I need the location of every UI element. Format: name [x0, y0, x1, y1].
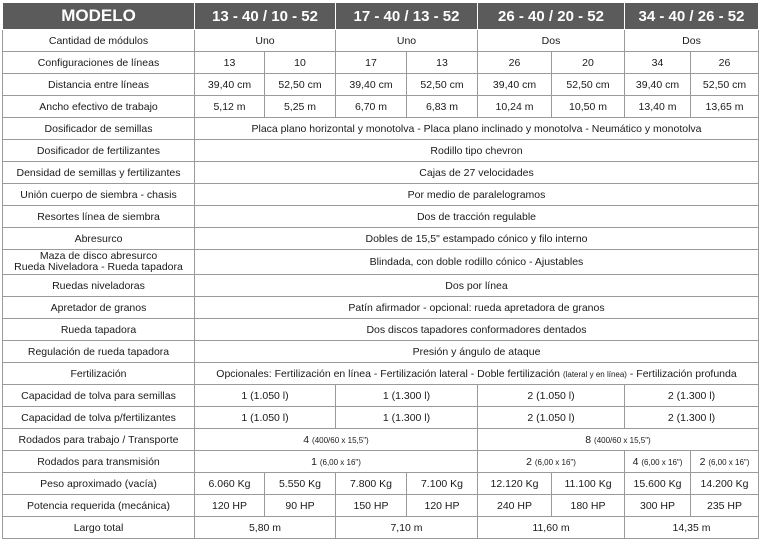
row-rodados-trabajo: [3, 429, 759, 451]
row-label: Fertilización: [3, 363, 195, 385]
cell: 12.120 Kg: [478, 473, 552, 495]
row-label: Largo total: [3, 517, 195, 539]
row-densidad: [3, 162, 759, 184]
cell: 10: [265, 52, 336, 74]
cell: 39,40 cm: [195, 74, 265, 96]
cell: 52,50 cm: [552, 74, 625, 96]
cell: [478, 429, 759, 451]
text: 2: [699, 455, 706, 468]
cell: 52,50 cm: [691, 74, 759, 96]
text-small: (lateral y en línea): [562, 369, 627, 379]
row-label: [3, 250, 195, 275]
model-3-header: 26 - 40 / 20 - 52: [478, 3, 625, 30]
row-label: Ruedas niveladoras: [3, 275, 195, 297]
cell: 7,10 m: [336, 517, 478, 539]
text: 1: [311, 455, 317, 468]
cell: 20: [552, 52, 625, 74]
row-tolva-semillas: [3, 385, 759, 407]
cell: [195, 363, 759, 385]
cell: 2 (1.050 l): [478, 385, 625, 407]
text-small: (6,00 x 16"): [641, 457, 683, 467]
row-largo: [3, 517, 759, 539]
cell: 240 HP: [478, 495, 552, 517]
row-union: [3, 184, 759, 206]
row-ancho: [3, 96, 759, 118]
model-4-header: 34 - 40 / 26 - 52: [625, 3, 759, 30]
row-label: Resortes línea de siembra: [3, 206, 195, 228]
row-configuraciones: [3, 52, 759, 74]
cell: 5.550 Kg: [265, 473, 336, 495]
row-dosificador-fertilizantes: [3, 140, 759, 162]
cell: 1 (1.300 l): [336, 407, 478, 429]
row-label: Densidad de semillas y fertilizantes: [3, 162, 195, 184]
cell: [195, 429, 478, 451]
cell: 6.060 Kg: [195, 473, 265, 495]
row-label: Dosificador de semillas: [3, 118, 195, 140]
cell: 52,50 cm: [265, 74, 336, 96]
cell: 10,24 m: [478, 96, 552, 118]
cell: 10,50 m: [552, 96, 625, 118]
cell: 11.100 Kg: [552, 473, 625, 495]
cell: 14.200 Kg: [691, 473, 759, 495]
row-maza: [3, 250, 759, 275]
cell: 5,12 m: [195, 96, 265, 118]
cell: Cajas de 27 velocidades: [195, 162, 759, 184]
row-label: Capacidad de tolva p/fertilizantes: [3, 407, 195, 429]
cell: 2 (1.300 l): [625, 407, 759, 429]
row-apretador: [3, 297, 759, 319]
cell: [195, 451, 478, 473]
cell: Dobles de 15,5" estampado cónico y filo interno: [195, 228, 759, 250]
text: 8: [585, 433, 592, 446]
row-label-line-1: Maza de disco abresurco: [39, 250, 158, 262]
cell: Dos discos tapadores conformadores dentados: [195, 319, 759, 341]
cell: 150 HP: [336, 495, 407, 517]
text: 4: [303, 433, 310, 446]
cell: 52,50 cm: [407, 74, 478, 96]
cell: 26: [478, 52, 552, 74]
row-label: Regulación de rueda tapadora: [3, 341, 195, 363]
row-ruedas-niveladoras: [3, 275, 759, 297]
cell: 5,80 m: [195, 517, 336, 539]
cell: 39,40 cm: [336, 74, 407, 96]
cell: 39,40 cm: [625, 74, 691, 96]
row-resortes: [3, 206, 759, 228]
text-small: (6,00 x 16"): [708, 457, 750, 467]
cell: 13: [195, 52, 265, 74]
cell: Dos: [478, 30, 625, 52]
row-dosificador-semillas: [3, 118, 759, 140]
cell: 39,40 cm: [478, 74, 552, 96]
row-potencia: [3, 495, 759, 517]
row-label: Capacidad de tolva para semillas: [3, 385, 195, 407]
cell: 1 (1.300 l): [336, 385, 478, 407]
spec-table: [2, 2, 759, 539]
text: - Fertilización profunda: [629, 367, 737, 380]
cell: Uno: [195, 30, 336, 52]
cell: Blindada, con doble rodillo cónico - Ajustables: [195, 250, 759, 275]
cell: Dos: [625, 30, 759, 52]
row-label: Peso aproximado (vacía): [3, 473, 195, 495]
text-small: (400/60 x 15,5"): [594, 435, 651, 445]
cell: [625, 451, 691, 473]
cell: 2 (1.300 l): [625, 385, 759, 407]
cell: 2 (1.050 l): [478, 407, 625, 429]
cell: 15.600 Kg: [625, 473, 691, 495]
cell: Placa plano horizontal y monotolva - Placa plano inclinado y monotolva - Neumático y monotolva: [195, 118, 759, 140]
cell: [691, 451, 759, 473]
row-label: Potencia requerida (mecánica): [3, 495, 195, 517]
cell: 13: [407, 52, 478, 74]
cell: Dos de tracción regulable: [195, 206, 759, 228]
text: Opcionales: Fertilización en línea - Fertilización lateral - Doble fertilización: [216, 367, 561, 380]
row-abresurco: [3, 228, 759, 250]
cell: Uno: [336, 30, 478, 52]
cell: 235 HP: [691, 495, 759, 517]
row-rodados-transmision: [3, 451, 759, 473]
header-row: [3, 3, 759, 30]
row-label: Configuraciones de líneas: [3, 52, 195, 74]
row-label: Rodados para trabajo / Transporte: [3, 429, 195, 451]
cell: 180 HP: [552, 495, 625, 517]
row-rueda-tapadora: [3, 319, 759, 341]
cell: Rodillo tipo chevron: [195, 140, 759, 162]
text-small: (400/60 x 15,5"): [312, 435, 369, 445]
text-small: (6,00 x 16"): [319, 457, 361, 467]
row-label: Apretador de granos: [3, 297, 195, 319]
row-label: Unión cuerpo de siembra - chasis: [3, 184, 195, 206]
model-2-header: 17 - 40 / 13 - 52: [336, 3, 478, 30]
row-label: Distancia entre líneas: [3, 74, 195, 96]
row-modulos: [3, 30, 759, 52]
cell: 26: [691, 52, 759, 74]
row-regulacion: [3, 341, 759, 363]
row-label: Rueda tapadora: [3, 319, 195, 341]
cell: 1 (1.050 l): [195, 407, 336, 429]
cell: Por medio de paralelogramos: [195, 184, 759, 206]
cell: 6,70 m: [336, 96, 407, 118]
cell: 7.800 Kg: [336, 473, 407, 495]
text-small: (6,00 x 16"): [534, 457, 576, 467]
cell: 7.100 Kg: [407, 473, 478, 495]
cell: 1 (1.050 l): [195, 385, 336, 407]
cell: 11,60 m: [478, 517, 625, 539]
row-distancia: [3, 74, 759, 96]
cell: Patín afirmador - opcional: rueda apretadora de granos: [195, 297, 759, 319]
row-label: Dosificador de fertilizantes: [3, 140, 195, 162]
text: 4: [632, 455, 639, 468]
row-label: Ancho efectivo de trabajo: [3, 96, 195, 118]
row-label: Rodados para transmisión: [3, 451, 195, 473]
row-fertilizacion: [3, 363, 759, 385]
cell: 90 HP: [265, 495, 336, 517]
cell: 120 HP: [195, 495, 265, 517]
cell: 5,25 m: [265, 96, 336, 118]
cell: 13,65 m: [691, 96, 759, 118]
row-label: Abresurco: [3, 228, 195, 250]
cell: 17: [336, 52, 407, 74]
row-peso: [3, 473, 759, 495]
cell: 120 HP: [407, 495, 478, 517]
cell: [478, 451, 625, 473]
cell: Dos por línea: [195, 275, 759, 297]
cell: 13,40 m: [625, 96, 691, 118]
cell: 300 HP: [625, 495, 691, 517]
model-header: MODELO: [3, 3, 195, 30]
cell: Presión y ángulo de ataque: [195, 341, 759, 363]
row-label: Cantidad de módulos: [3, 30, 195, 52]
cell: 6,83 m: [407, 96, 478, 118]
cell: 34: [625, 52, 691, 74]
cell: 14,35 m: [625, 517, 759, 539]
row-label-line-2: Rueda Niveladora - Rueda tapadora: [14, 261, 183, 273]
row-tolva-fertilizantes: [3, 407, 759, 429]
model-1-header: 13 - 40 / 10 - 52: [195, 3, 336, 30]
text: 2: [526, 455, 532, 468]
